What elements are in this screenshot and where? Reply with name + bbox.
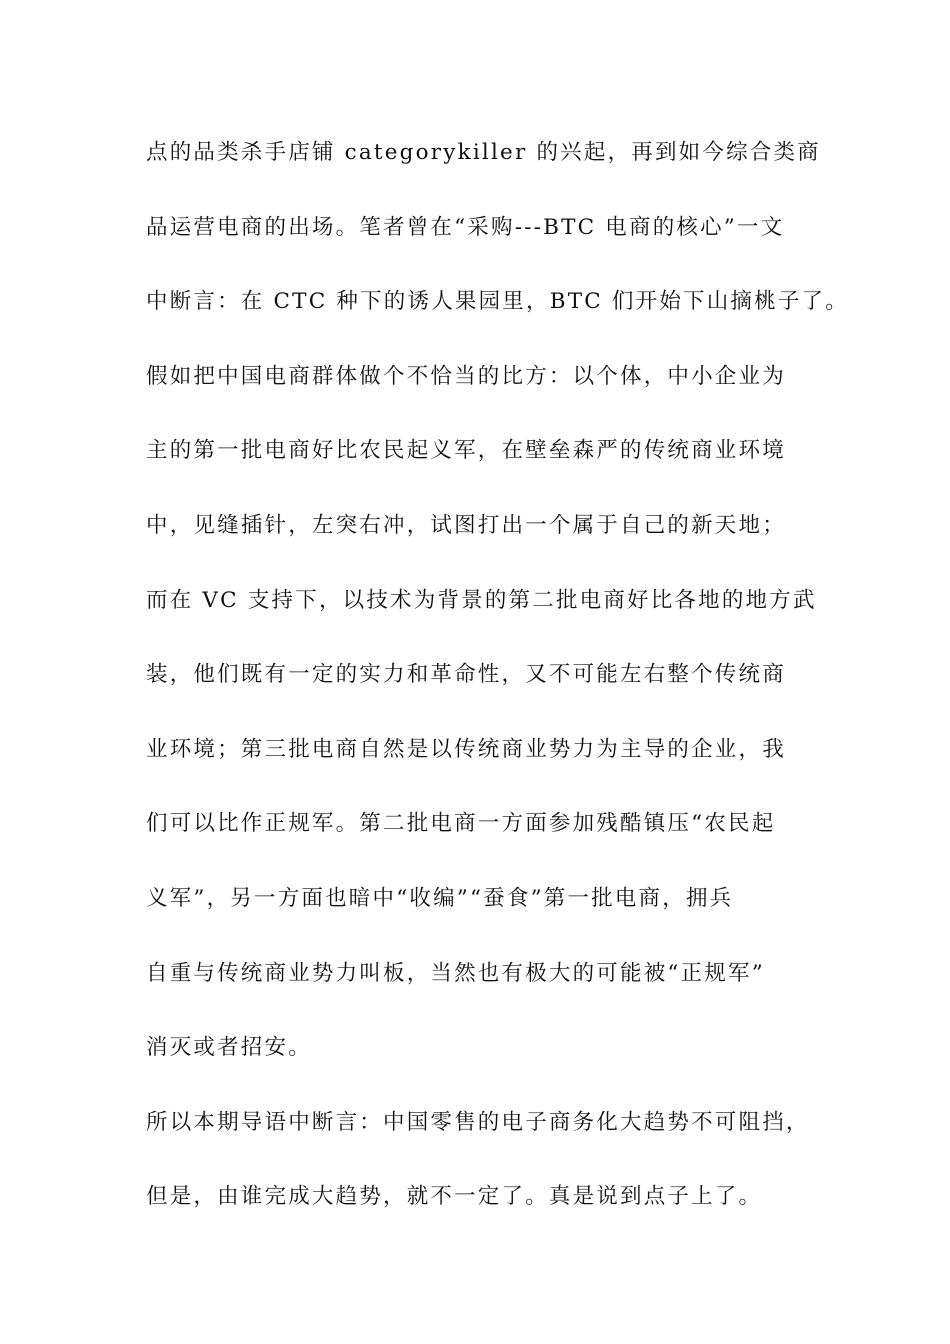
text-line: 但是，由谁完成大趋势，就不一定了。真是说到点子上了。 <box>146 1184 763 1210</box>
text-line: 品运营电商的出场。笔者曾在“采购---BTC 电商的核心”一文 <box>146 214 785 240</box>
text-line: 中，见缝插针，左突右冲，试图打出一个属于自己的新天地； <box>146 512 786 538</box>
text-line: 中断言：在 CTC 种下的诱人果园里，BTC 们开始下山摘桃子了。 <box>146 289 849 315</box>
text-line: 所以本期导语中断言：中国零售的电子商务化大趋势不可阻挡， <box>146 1109 810 1135</box>
text-line: 自重与传统商业势力叫板，当然也有极大的可能被“正规军” <box>146 960 765 986</box>
text-line: 消灭或者招安。 <box>146 1035 312 1061</box>
text-line: 义军”，另一方面也暗中“收编”“蚕食”第一批电商，拥兵 <box>146 885 734 911</box>
text-line: 主的第一批电商好比农民起义军，在壁垒森严的传统商业环境 <box>146 438 786 464</box>
text-line: 业环境；第三批电商自然是以传统商业势力为主导的企业，我 <box>146 736 786 762</box>
text-line: 们可以比作正规军。第二批电商一方面参加残酷镇压“农民起 <box>146 811 776 837</box>
text-line: 假如把中国电商群体做个不恰当的比方：以个体，中小企业为 <box>146 363 786 389</box>
document-body <box>146 131 849 1250</box>
text-line: 而在 VC 支持下，以技术为背景的第二批电商好比各地的地方武 <box>146 587 817 613</box>
text-line: 装，他们既有一定的实力和革命性，又不可能左右整个传统商 <box>146 662 786 688</box>
text-line: 点的品类杀手店铺 categorykiller 的兴起，再到如今综合类商 <box>146 140 821 165</box>
